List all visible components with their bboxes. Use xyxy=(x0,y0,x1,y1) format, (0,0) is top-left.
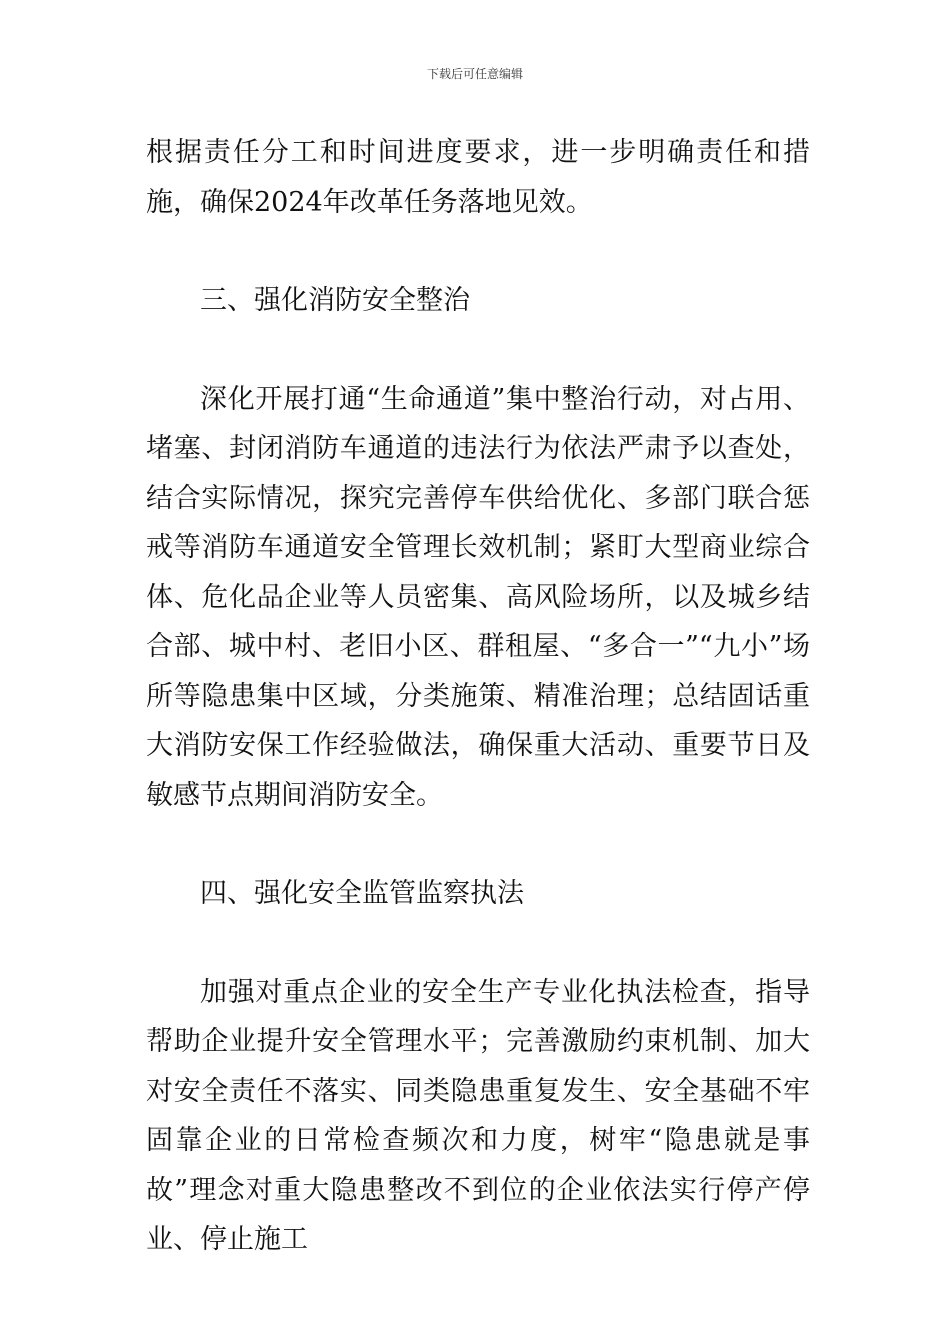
paragraph-gap xyxy=(146,820,810,869)
paragraph-continued: 根据责任分工和时间进度要求，进一步明确责任和措施，确保2024年改革任务落地见效。 xyxy=(146,137,810,218)
paragraph-gap xyxy=(146,227,810,276)
page-header: 下载后可任意编辑 xyxy=(426,67,523,81)
paragraph-gap xyxy=(146,919,810,968)
document-body xyxy=(146,128,810,1265)
paragraph-gap xyxy=(146,326,810,375)
section-heading-3: 三、强化消防安全整治 xyxy=(200,285,470,316)
section-body-3: 深化开展打通“生命通道”集中整治行动，对占用、堵塞、封闭消防车通道的违法行为依法严肃予以查处，结合实际情况，探究完善停车供给优化、多部门联合惩戒等消防车通道安全管理长效机制；紧盯大型商业综合体、危化品企业等人员密集、高风险场所，以及城乡结合部、城中村、老旧小区、群租屋、“多合一”“九小”场所等隐患集中区域，分类施策、精准治理；总结固话重大消防安保工作经验做法，确保重大活动、重要节日及敏感节点期间消防安全。 xyxy=(146,383,810,811)
section-body-4: 加强对重点企业的安全生产专业化执法检查，指导帮助企业提升安全管理水平；完善激励约束机制、加大对安全责任不落实、同类隐患重复发生、安全基础不牢固靠企业的日常检查频次和力度，树牢“隐患就是事故”理念对重大隐患整改不到位的企业依法实行停产停业、停止施工 xyxy=(146,976,810,1255)
section-heading-4: 四、强化安全监管监察执法 xyxy=(200,878,524,909)
